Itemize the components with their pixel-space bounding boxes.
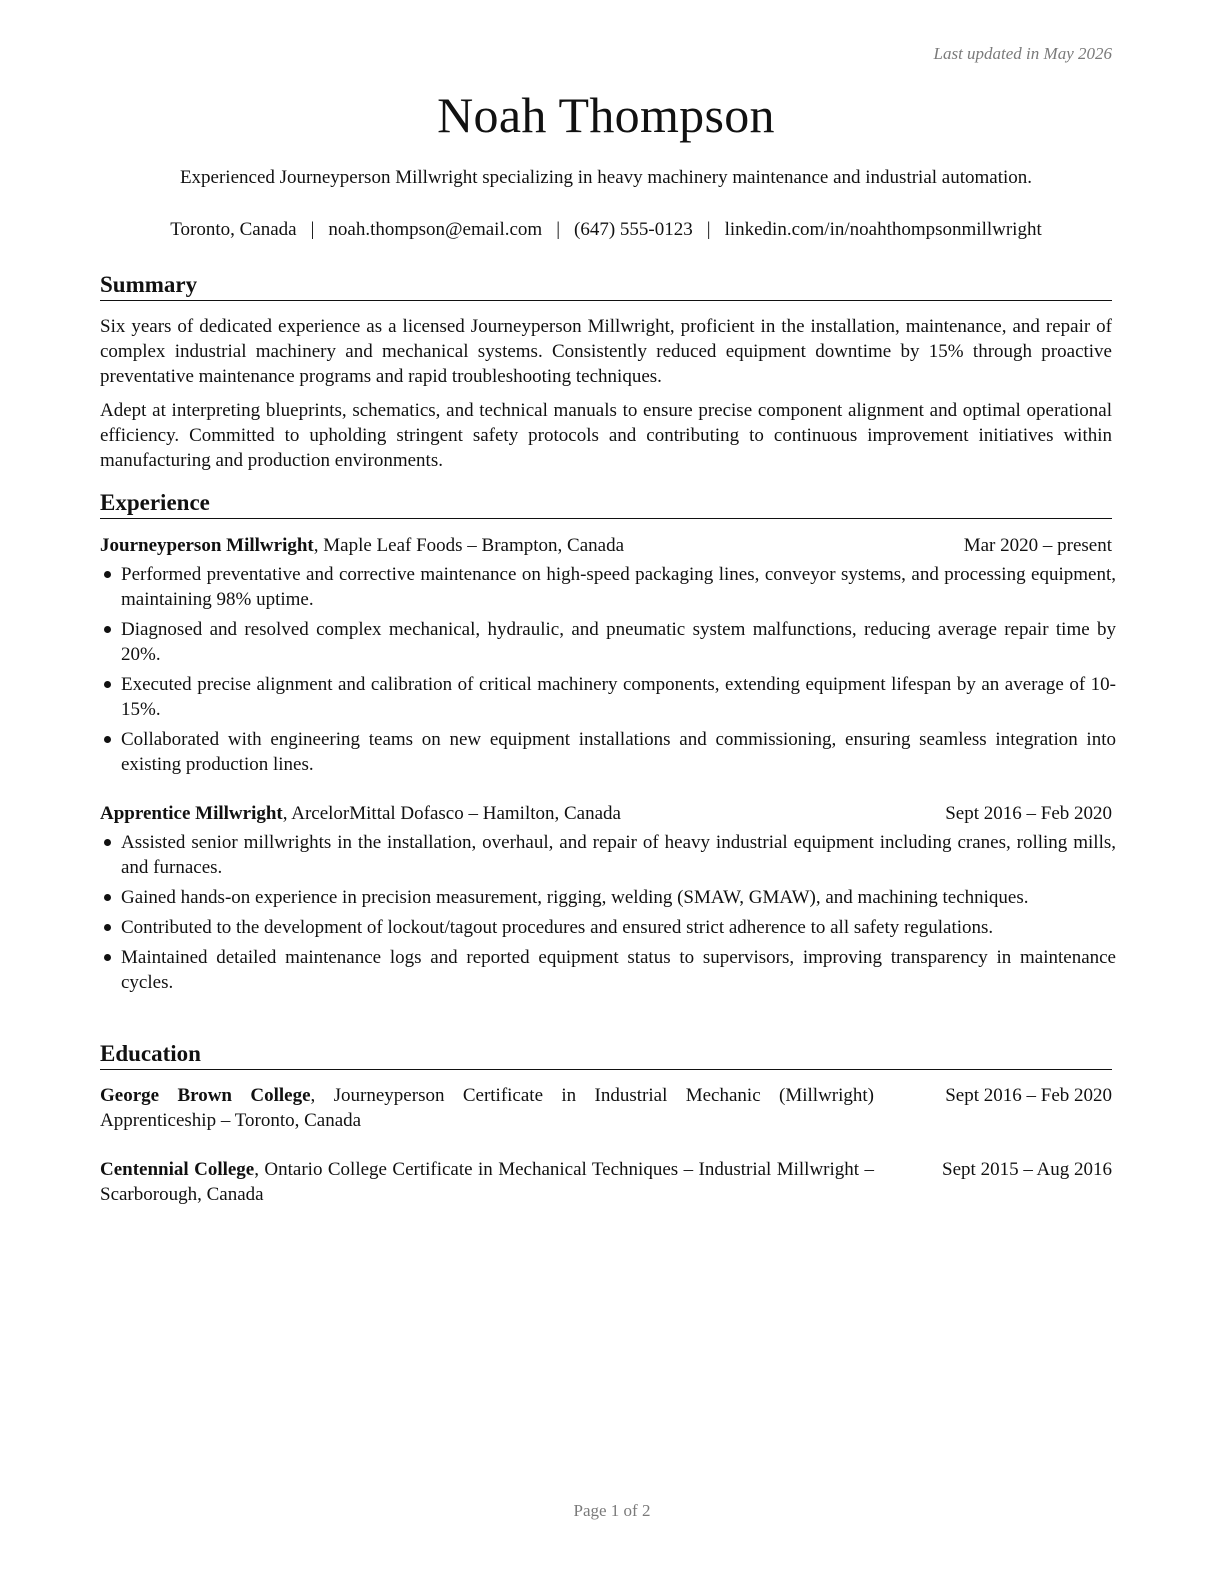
- contact-phone: (647) 555-0123: [574, 219, 693, 240]
- tagline: Experienced Journeyperson Millwright specializing in heavy machinery maintenance and industrial automation.: [179, 167, 1033, 188]
- job-bullet-list: [100, 562, 1116, 782]
- candidate-name: Noah Thompson: [437, 87, 775, 143]
- job-bullet: Assisted senior millwrights in the installation, overhaul, and repair of heavy industrial equipment including cranes, rolling mills, and furnaces.: [100, 830, 1116, 880]
- contact-separator: |: [706, 219, 711, 240]
- contact-location: Toronto, Canada: [170, 219, 297, 240]
- job-dates: Sept 2016 – Feb 2020: [945, 803, 1112, 824]
- contact-line: [100, 219, 1112, 241]
- experience-heading: Experience: [100, 489, 1112, 519]
- job-bullet: Contributed to the development of lockout/tagout procedures and ensured strict adherence to all safety regulations.: [100, 915, 1116, 940]
- contact-separator: |: [556, 219, 561, 240]
- job-bullet: Maintained detailed maintenance logs and reported equipment status to supervisors, improving transparency in maintenance cycles.: [100, 945, 1116, 995]
- job-title-line: [100, 801, 621, 826]
- education-text: [100, 1157, 874, 1207]
- page-number: Page 1 of 2: [573, 1501, 651, 1520]
- summary-paragraph-2: Adept at interpreting blueprints, schematics, and technical manuals to ensure precise component alignment and optimal operational efficiency. Committed to upholding stringent safety protocols and contributing to continuous improvement initiatives within manufacturing and production environments.: [100, 400, 1112, 471]
- education-text: [100, 1083, 874, 1133]
- education-details: , Ontario College Certificate in Mechanical Techniques – Industrial Millwright – Scarborough, Canada: [100, 1159, 874, 1205]
- job-title: Journeyperson Millwright: [100, 535, 314, 556]
- job-title-line: [100, 533, 624, 558]
- job-bullet-list: [100, 830, 1116, 1000]
- contact-separator: |: [310, 219, 315, 240]
- job-bullet: Diagnosed and resolved complex mechanical, hydraulic, and pneumatic system malfunctions, reducing average repair time by 20%.: [100, 617, 1116, 667]
- education-entry: [100, 1083, 1112, 1133]
- education-details: , Journeyperson Certificate in Industrial Mechanic (Millwright) Apprenticeship – Toronto, Canada: [100, 1085, 874, 1131]
- job-employer: , Maple Leaf Foods – Brampton, Canada: [313, 535, 625, 556]
- education-heading: Education: [100, 1040, 1112, 1070]
- contact-email[interactable]: noah.thompson@email.com: [328, 219, 543, 240]
- job-dates: Mar 2020 – present: [963, 535, 1112, 556]
- education-entry: [100, 1157, 1112, 1207]
- job-bullet: Collaborated with engineering teams on new equipment installations and commissioning, ensuring seamless integration into existing production lines.: [100, 727, 1116, 777]
- job-bullet: Gained hands-on experience in precision measurement, rigging, welding (SMAW, GMAW), and machining techniques.: [100, 885, 1116, 910]
- education-dates: Sept 2015 – Aug 2016: [942, 1159, 1112, 1180]
- school-name: Centennial College: [100, 1159, 255, 1180]
- summary-paragraph-1: Six years of dedicated experience as a licensed Journeyperson Millwright, proficient in the installation, maintenance, and repair of complex industrial machinery and mechanical systems. Consistently reduced equipment downtime by 15% through proactive preventative maintenance programs and rapid troubleshooting techniques.: [100, 316, 1112, 387]
- summary-heading: Summary: [100, 271, 1112, 301]
- job-title: Apprentice Millwright: [100, 803, 283, 824]
- contact-linkedin[interactable]: linkedin.com/in/noahthompsonmillwright: [724, 219, 1042, 240]
- job-bullet: Performed preventative and corrective maintenance on high-speed packaging lines, conveyor systems, and processing equipment, maintaining 98% uptime.: [100, 562, 1116, 612]
- job-employer: , ArcelorMittal Dofasco – Hamilton, Canada: [282, 803, 621, 824]
- last-updated-note: Last updated in May 2026: [933, 44, 1112, 63]
- school-name: George Brown College: [100, 1085, 311, 1106]
- education-dates: Sept 2016 – Feb 2020: [945, 1085, 1112, 1106]
- job-bullet: Executed precise alignment and calibration of critical machinery components, extending equipment lifespan by an average of 10-15%.: [100, 672, 1116, 722]
